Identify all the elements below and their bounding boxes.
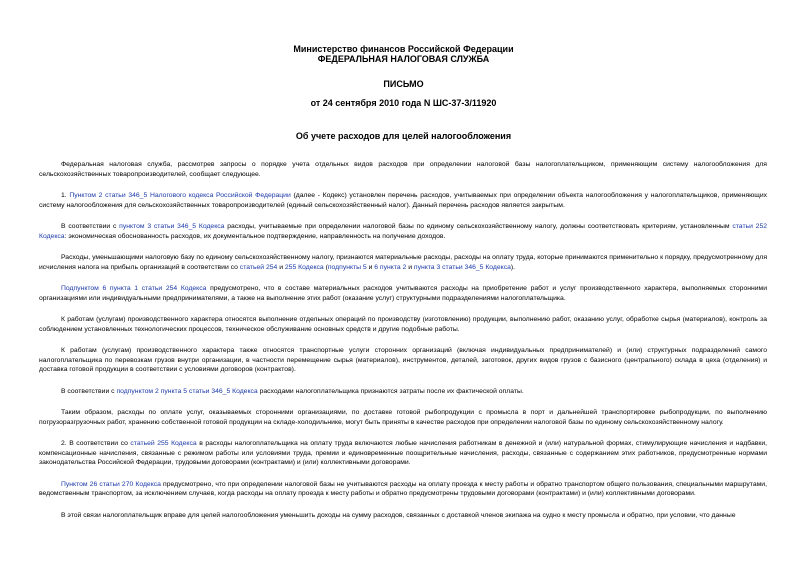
law-link[interactable]: Пунктом 26 статьи 270 Кодекса xyxy=(61,480,161,488)
law-link[interactable]: пункта 3 статьи 346_5 Кодекса xyxy=(413,263,511,271)
paragraph-6: К работам (услугам) производственного характера относятся выполнение отдельных операций по производству (изготовлению) продукции, выполнению работ, оказанию услуг, обработке сырья (материалов), контроль за соблюдением установленных технологических процессов, техническое обслуживание основных средств и другие подобные работы. xyxy=(39,316,767,333)
text-segment: Расходы, уменьшающими налоговую базу по единому сельскохозяйственному налогу, признаются материальные расходы, расходы на оплату труда, которые принимаются применительно к порядку, предусмотренному для исчисления налога на прибыль организаций в соответствии со xyxy=(39,254,767,271)
text-segment: 1. xyxy=(61,192,67,199)
text-segment: : экономическая обоснованность расходов, их документальное подтверждение, направленность на получение доходов. xyxy=(64,232,446,240)
law-link[interactable]: подпункты 5 xyxy=(327,263,367,271)
document-type: ПИСЬМО xyxy=(383,79,424,89)
text-segment: расходами налогоплательщика признаются затраты после их фактической оплаты. xyxy=(259,387,524,395)
paragraph-9: Таким образом, расходы по оплате услуг, оказываемых сторонними организациями, по доставке готовой рыбопродукции с промысла в порт и дальнейшей транспортировке рыбопродукции, по выполнению погрузоразгрузочных работ, хранению собственной готовой продукции на складе-холодильнике, могут быть приняты в качестве расходов при определении налоговой базы по единому сельскохозяйственному налогу. xyxy=(39,409,767,426)
text-segment: В соответствии с xyxy=(61,223,117,230)
text-segment: и xyxy=(279,263,284,271)
text-segment: В соответствии с xyxy=(61,387,115,395)
paragraph-8 xyxy=(39,387,767,397)
law-link[interactable]: 255 Кодекса xyxy=(284,263,324,271)
text-segment: предусмотрено, что в составе материальных расходов учитываются расходы на приобретение работ и услуг производственного характера, выполняемых сторонними организациями или индивидуальными предпринимателями, а также на выполнение этих работ (оказание услуг) структурными подразделениями налогоплательщика. xyxy=(39,285,768,302)
text-segment: предусмотрено, что при определении налоговой базы не учитываются расходы на оплату проезда к месту работы и обратно транспортом общего пользования, специальными маршрутами, ведомственным транспортом, за исключением случаев, когда расходы на оплату проезда к месту работы и обратно предусмотрены трудовыми договорами (контрактами) и (или) коллективными договорами. xyxy=(39,480,767,497)
text-segment: расходы, учитываемые при определении налоговой базы по единому сельскохозяйственному налогу, должны соответствовать критериям, установленным xyxy=(227,223,730,230)
paragraph-12: В этой связи налогоплательщик вправе для целей налогообложения уменьшить доходы на сумму расходов, связанных с доставкой членов экипажа на судно к месту промысла и обратно, при условии, что данные xyxy=(61,511,736,519)
paragraph-7: К работам (услугам) производственного характера также относятся транспортные услуги сторонних организаций (включая индивидуальных предпринимателей) и (или) структурных подразделений самого налогоплательщика по перевозкам грузов внутри организации, в частности перемещение сырья (материалов), инструментов, деталей, заготовок, других видов грузов с базисного (центрального) склада в цеха (отделения) и доставка готовой продукции в соответствии с условиями договоров (контрактов). xyxy=(39,347,767,373)
paragraph-4 xyxy=(39,253,767,272)
paragraph-1: Федеральная налоговая служба, рассмотрев запросы о порядке учета отдельных видов расходов при определении налоговой базы налогоплательщиком, применяющим систему налогообложения для сельскохозяйственных товаропроизводителей, сообщает следующее. xyxy=(39,161,767,178)
text-segment: в расходы налогоплательщика на оплату труда включаются любые начисления работникам в денежной и (или) натуральной формах, стимулирующие начисления и надбавки, компенсационные начисления, связанные с режимом работы или условиями труда, премии и единовременные поощрительные начисления, расходы, связанные с содержанием этих работников, предусмотренные нормами законодательства Российской Федерации, трудовыми договорами (контрактами) и (или) коллективными договорами. xyxy=(39,440,767,466)
law-link[interactable]: 6 пункта 2 xyxy=(374,263,407,271)
text-segment: ( xyxy=(325,263,328,271)
law-link[interactable]: статьей 254 xyxy=(239,263,278,271)
law-link[interactable]: статьей 255 Кодекса xyxy=(130,440,197,447)
law-link[interactable]: пунктом 3 статьи 346_5 Кодекса xyxy=(119,223,225,230)
text-segment: и xyxy=(408,263,412,271)
text-segment: ). xyxy=(510,263,516,271)
law-link[interactable]: статьи 252 Кодекса xyxy=(39,223,768,240)
document-date-number: от 24 сентября 2010 года N ШС-37-3/11920 xyxy=(310,98,497,108)
law-link[interactable]: Пунктом 2 статьи 346_5 Налогового кодекса Российской Федерации xyxy=(69,192,291,199)
text-segment: и xyxy=(368,263,373,271)
paragraph-3 xyxy=(39,222,767,241)
text-segment: (далее - Кодекс) установлен перечень расходов, учитываемых при определении объекта налогообложения у налогоплательщиков, применяющих систему налогообложения для сельскохозяйственных товаропроизводителей (единый сельскохозяйственный налог). Данный перечень расходов является закрытым. xyxy=(39,192,768,209)
paragraph-2 xyxy=(39,191,767,210)
paragraph-10 xyxy=(39,439,767,468)
paragraph-5 xyxy=(39,284,767,303)
ministry-name: Министерство финансов Российской Федерации xyxy=(293,44,514,54)
paragraph-11 xyxy=(39,480,767,499)
law-link[interactable]: подпунктом 2 пункта 5 статьи 346_5 Кодекса xyxy=(116,387,258,395)
document-body xyxy=(39,160,767,532)
law-link[interactable]: Подпунктом 6 пункта 1 статьи 254 Кодекса xyxy=(61,285,207,292)
service-name: ФЕДЕРАЛЬНАЯ НАЛОГОВАЯ СЛУЖБА xyxy=(317,54,490,64)
text-segment: 2. В соответствии со xyxy=(61,440,128,447)
document-subject: Об учете расходов для целей налогообложения xyxy=(295,131,512,141)
